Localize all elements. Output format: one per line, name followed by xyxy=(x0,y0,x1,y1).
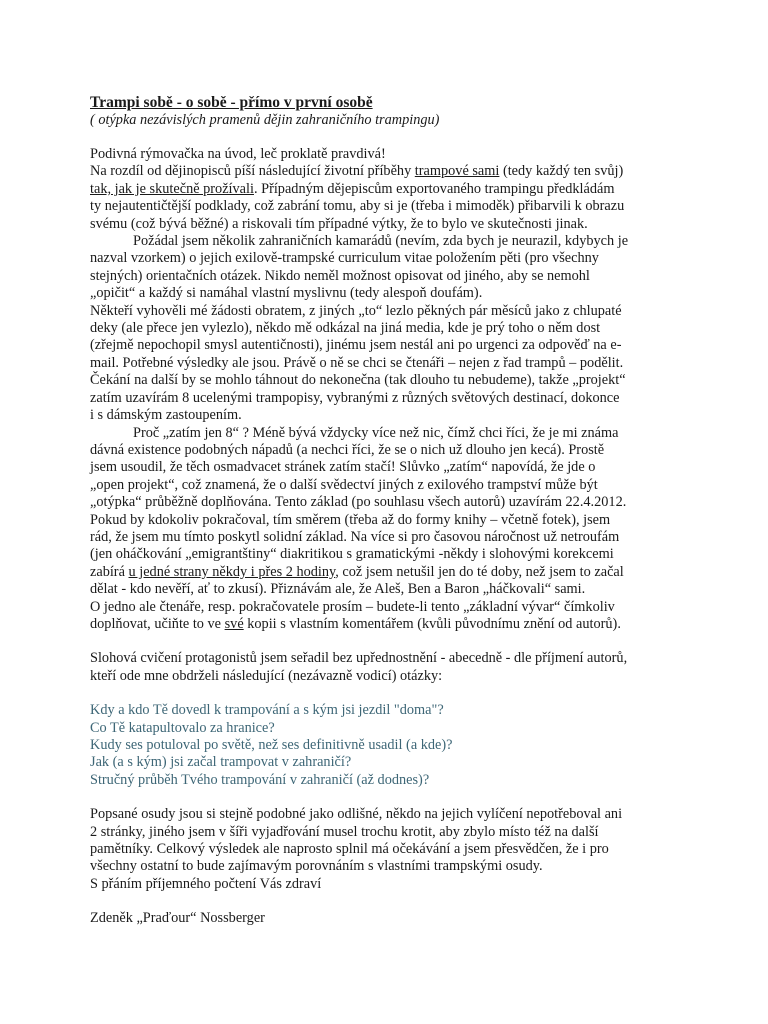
text-line: S přáním příjemného počtení Vás zdraví xyxy=(90,875,322,892)
text-span: (tedy každý ten svůj) xyxy=(499,163,624,180)
text-line xyxy=(90,564,698,581)
spacer xyxy=(90,789,698,806)
text-line: Požádal jsem několik zahraničních kamarádů (nevím, zda bych je neurazil, kdybych je xyxy=(133,233,629,250)
question-item: Co Tě katapultovalo za hranice? xyxy=(90,719,275,736)
text-line: deky (ale přece jen vylezlo), někdo mě odkázal na jiná media, kde je prý toho o něm dost xyxy=(90,320,601,337)
text-line: mail. Potřebné výsledky ale jsou. Právě o ně se chci se čtenáři – nejen z řad trampů – podělit. xyxy=(90,354,624,371)
text-line: jsem usoudil, že těch osmadvacet stránek zatím stačí! Slůvko „zatím“ napovídá, že jde o xyxy=(90,459,596,476)
questions-list xyxy=(90,702,698,789)
intro-paragraph xyxy=(90,146,698,233)
text-line: i s dámským zastoupením. xyxy=(90,407,242,424)
text-line: „otýpka“ průběžně doplňována. Tento základ (po souhlasu všech autorů) uzavírám 22.4.2012. xyxy=(90,494,627,511)
text-span: doplňovat, učiňte to ve xyxy=(90,615,225,632)
document-subtitle: ( otýpka nezávislých pramenů dějin zahraničního trampingu) xyxy=(90,112,440,128)
text-line: svému (což bývá běžné) a riskovali tím případné výtky, že to bylo ve skutečnosti jinak. xyxy=(90,215,588,232)
document-title: Trampi sobě - o sobě - přímo v první osobě xyxy=(90,94,373,111)
text-span: zabírá xyxy=(90,563,129,580)
text-line: (jen oháčkování „emigrantštiny“ diakritikou s gramatickými -někdy i slohovými korekcemi xyxy=(90,546,614,563)
paragraph-responses xyxy=(90,303,698,425)
question-item: Kudy ses potuloval po světě, než ses definitivně usadil (a kde)? xyxy=(90,737,453,753)
text-line: dělat - kdo nevěří, ať to zkusí). Přiznávám ale, že Aleš, Ben a Baron „háčkovali“ sami. xyxy=(90,581,586,598)
underlined-text: u jedné strany někdy i přes 2 hodiny xyxy=(128,563,336,580)
text-span: . Případným dějepiscům exportovaného trampingu předkládám xyxy=(253,180,615,197)
text-line: Pokud by kdokoliv pokračoval, tím směrem (třeba až do formy knihy – včetně fotek), jsem xyxy=(90,511,611,528)
spacer xyxy=(90,893,698,910)
text-line: O jedno ale čtenáře, resp. pokračovatele prosím – budete-li tento „základní vývar“ čímkoliv xyxy=(90,598,615,615)
text-line: „opičit“ a každý si namáhal vlastní myslivnu (tedy alespoň doufám). xyxy=(90,285,483,302)
text-line: všechny ostatní to bude zajímavým porovnáním s vlastními trampskými osudy. xyxy=(90,858,543,875)
text-line: Popsané osudy jsou si stejně podobné jako odlišné, někdo na jejich vylíčení nepotřeboval ani xyxy=(90,806,623,823)
text-line: Slohová cvičení protagonistů jsem seřadil bez upřednostnění - abecedně - dle příjmení autorů, xyxy=(90,650,628,667)
text-line: nazval vzorkem) o jejich exilově-trampské curriculum vitae položením pěti (pro všechny xyxy=(90,250,599,267)
paragraph-ordering xyxy=(90,650,698,685)
text-line: stejných) orientačních otázek. Nikdo neměl možnost opisovat od jiného, aby se nemohl xyxy=(90,267,590,284)
paragraph-why-eight xyxy=(90,425,698,634)
text-span: , což jsem netušil jen do té doby, než jsem to začal xyxy=(335,563,624,580)
underlined-text: tak, jak je skutečně prožívali xyxy=(90,180,254,197)
text-line: Proč „zatím jen 8“ ? Méně bývá vždycky více než nic, čímž chci říci, že je mi známa xyxy=(133,424,619,441)
question-item: Kdy a kdo Tě dovedl k trampování a s kým jsi jezdil "doma"? xyxy=(90,702,444,719)
text-line: kteří ode mne obdrželi následující (nezávazně vodicí) otázky: xyxy=(90,667,443,684)
text-line: Někteří vyhověli mé žádosti obratem, z jiných „to“ lezlo pěkných pár měsíců jako z chlupaté xyxy=(90,302,622,319)
text-line: „open projekt“, což znamená, že o další svědectví jiných z exilového trampství může být xyxy=(90,476,598,493)
text-span: kopii s vlastním komentářem (kvůli původnímu znění od autorů). xyxy=(243,615,621,632)
paragraph-closing xyxy=(90,806,698,893)
text-line: rád, že jsem mu tímto poskytl solidní základ. Na více si pro časovou náročnost už netroufám xyxy=(90,528,620,545)
text-line: Podivná rýmovačka na úvod, leč proklatě pravdivá! xyxy=(90,146,386,162)
text-line: (zřejmě nepochopil smysl autentičnosti), jinému jsem nestál ani po urgenci za odpověď na e- xyxy=(90,337,622,354)
author-signature: Zdeněk „Praďour“ Nossberger xyxy=(90,910,265,927)
spacer xyxy=(90,685,698,702)
text-line xyxy=(90,181,698,198)
underlined-text: své xyxy=(224,615,244,632)
underlined-text: trampové sami xyxy=(414,163,500,180)
spacer xyxy=(90,633,698,650)
text-line: pamětníky. Celkový výsledek ale naprosto splnil má očekávání a jsem přesvědčen, že i pro xyxy=(90,841,609,858)
text-line: Čekání na další by se mohlo táhnout do nekonečna (tak dlouho tu nebudeme), takže „projekt“ xyxy=(90,372,626,389)
spacer xyxy=(90,129,698,146)
paragraph-request xyxy=(90,233,698,303)
text-span: Na rozdíl od dějinopisců píší následující životní příběhy xyxy=(90,163,415,180)
text-line: 2 stránky, jiného jsem v šíři vyjadřování musel trochu krotit, aby zbylo místo též na další xyxy=(90,823,599,840)
question-item: Stručný průběh Tvého trampování v zahraničí (až dodnes)? xyxy=(90,771,430,788)
text-line xyxy=(90,163,698,180)
text-line: dávná existence podobných nápadů (a nechci říci, že se o nich už dlouho jen kecá). Prostě xyxy=(90,441,605,458)
text-line: zatím uzavírám 8 ucelenými trampopisy, vybranými z různých světových destinací, dokonce xyxy=(90,389,620,406)
text-line xyxy=(90,616,698,633)
text-line: ty nejautentičtější podklady, což zabrání tomu, aby si je (třeba i mimoděk) přibarvili k obrazu xyxy=(90,198,625,215)
question-item: Jak (a s kým) jsi začal trampovat v zahraničí? xyxy=(90,754,352,771)
